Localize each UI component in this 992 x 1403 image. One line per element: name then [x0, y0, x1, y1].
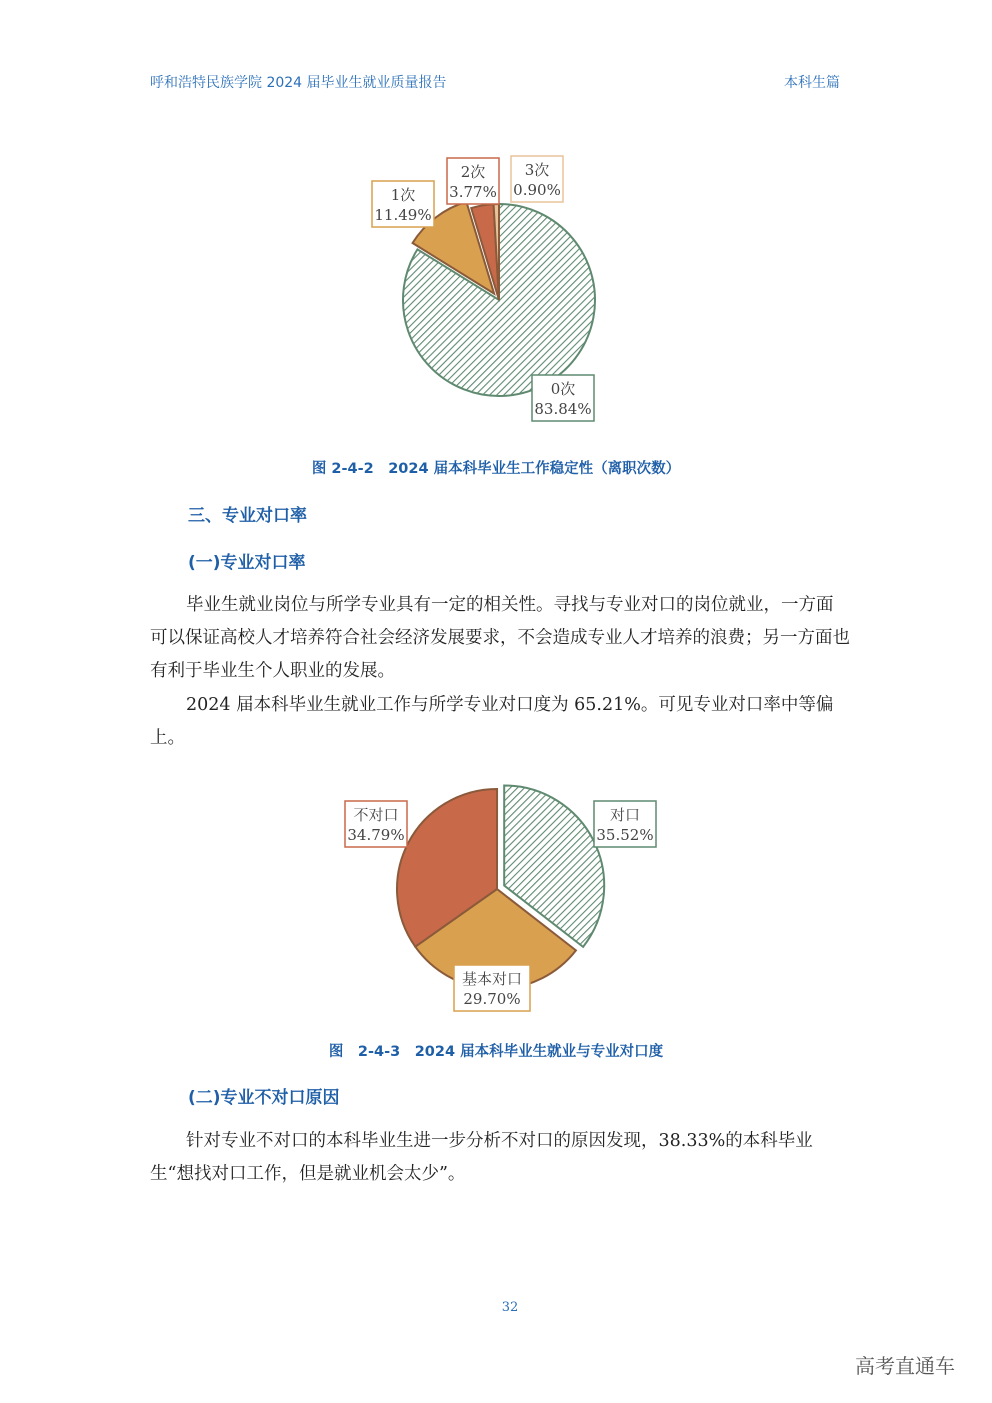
pie2-label-2-value: 34.79%: [347, 826, 405, 844]
pie1-label-1-value: 11.49%: [374, 206, 432, 224]
pie1-label-0-name: 0次: [550, 380, 576, 398]
report-header-section: 本科生篇: [784, 75, 840, 91]
pie1-label-2: [447, 158, 499, 204]
pie1-label-2-name: 2次: [460, 163, 486, 181]
pie1-slices: [403, 202, 595, 396]
pie1-label-3: [511, 156, 563, 202]
pie1-label-0: [532, 375, 594, 421]
page-number: 32: [501, 1300, 519, 1315]
pie2-label-0-value: 35.52%: [596, 826, 654, 844]
figure-caption-2-4-2: 图 2-4-2 2024 届本科毕业生工作稳定性（离职次数）: [311, 461, 681, 477]
pie2-slices: [397, 785, 604, 989]
paragraph-1: 毕业生就业岗位与所学专业具有一定的相关性。寻找与专业对口的岗位就业，一方面可以保证高校人才培养符合社会经济发展要求，不会造成专业人才培养的浪费；另一方面也有利于毕业生个人职业的发展。: [150, 595, 850, 681]
pie2-label-1-name: 基本对口: [461, 970, 523, 988]
pie1-label-0-value: 83.84%: [534, 400, 592, 418]
pie1-label-2-value: 3.77%: [449, 183, 497, 201]
pie2-label-1-value: 29.70%: [463, 990, 521, 1008]
pie1-label-1: [372, 181, 434, 227]
section-heading: 三、专业对口率: [188, 506, 307, 526]
pie2-label-1: [454, 965, 530, 1011]
pie1-label-3-name: 3次: [524, 161, 550, 179]
pie1-label-3-value: 0.90%: [513, 181, 561, 199]
pie2-label-2-name: 不对口: [353, 806, 399, 824]
pie-chart-major-match: [0, 760, 992, 1040]
paragraph-2: 2024 届本科毕业生就业工作与所学专业对口度为 65.21%。可见专业对口率中等偏上。: [150, 695, 834, 748]
pie2-label-2: [345, 801, 407, 847]
pie2-label-0-name: 对口: [609, 806, 641, 824]
report-header-title: 呼和浩特民族学院 2024 届毕业生就业质量报告: [150, 75, 447, 91]
watermark-text: 高考直通车: [855, 1354, 955, 1378]
pie2-label-0: [594, 801, 656, 847]
pie1-label-1-name: 1次: [390, 186, 416, 204]
subsection-heading-2: (二)专业不对口原因: [188, 1088, 340, 1108]
paragraph-3: 针对专业不对口的本科毕业生进一步分析不对口的原因发现，38.33%的本科毕业生“想找对口工作，但是就业机会太少”。: [150, 1131, 813, 1184]
subsection-heading-1: (一)专业对口率: [188, 553, 306, 573]
pie-chart-stability: [0, 0, 992, 440]
figure-caption-2-4-3: 图 2-4-3 2024 届本科毕业生就业与专业对口度: [328, 1044, 664, 1060]
